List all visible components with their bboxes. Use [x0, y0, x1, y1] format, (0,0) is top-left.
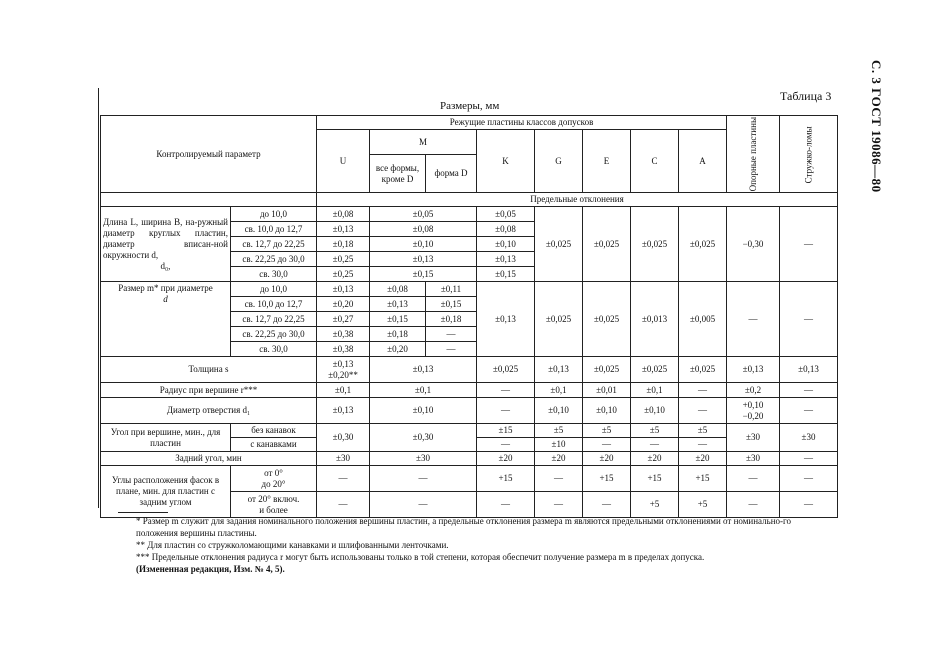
- g2-U: ±0,20: [317, 297, 370, 312]
- amendment-note: (Измененная редакция, Изм. № 4, 5).: [136, 564, 285, 574]
- angle-C2: —: [631, 438, 679, 452]
- angle-U: ±0,30: [317, 424, 370, 452]
- g2-M1: ±0,15: [370, 312, 426, 327]
- g2-label-text: Размер m* при диаметре: [118, 283, 213, 294]
- g2-M2: —: [426, 327, 477, 342]
- chamfer-U2: —: [317, 492, 370, 518]
- chamfer-sub2a: от 20° включ.: [247, 493, 300, 504]
- angle-M: ±0,30: [370, 424, 477, 452]
- thickness-A: ±0,025: [679, 357, 727, 383]
- angle-E2: —: [583, 438, 631, 452]
- angle-G2: ±10: [535, 438, 583, 452]
- thickness-U: [317, 357, 370, 383]
- angle-A1: ±5: [679, 424, 727, 438]
- g1-M: ±0,15: [370, 267, 477, 282]
- g1-label-text2: d₀,: [160, 260, 171, 271]
- radius-chip: —: [780, 383, 838, 398]
- col-K: K: [477, 130, 535, 193]
- g2-support: —: [727, 282, 780, 357]
- chamfer-G1: —: [535, 466, 583, 492]
- g1-U: ±0,18: [317, 237, 370, 252]
- back-C: ±20: [631, 452, 679, 466]
- g2-U: ±0,13: [317, 282, 370, 297]
- g2-range: св. 30,0: [231, 342, 317, 357]
- g2-M2: ±0,15: [426, 297, 477, 312]
- g1-label: [101, 207, 231, 282]
- chamfer-K2: —: [477, 492, 535, 518]
- radius-support: ±0,2: [727, 383, 780, 398]
- g1-E: ±0,025: [583, 207, 631, 282]
- g1-U: ±0,08: [317, 207, 370, 222]
- chamfer-sub2b: и более: [259, 504, 288, 515]
- chamfer-E2: —: [583, 492, 631, 518]
- radius-C: ±0,1: [631, 383, 679, 398]
- g2-C: ±0,013: [631, 282, 679, 357]
- footnote-rule: [118, 512, 168, 513]
- margin-rule: [98, 88, 99, 508]
- hole-support2: −0,20: [742, 410, 764, 421]
- thickness-chip: ±0,13: [780, 357, 838, 383]
- chamfer-support2: —: [727, 492, 780, 518]
- g1-range: св. 30,0: [231, 267, 317, 282]
- g2-E: ±0,025: [583, 282, 631, 357]
- angle-A2: —: [679, 438, 727, 452]
- chamfer-E1: +15: [583, 466, 631, 492]
- col-G: G: [535, 130, 583, 193]
- back-A: ±20: [679, 452, 727, 466]
- g1-range: св. 10,0 до 12,7: [231, 222, 317, 237]
- g1-support: −0,30: [727, 207, 780, 282]
- g1-U: ±0,25: [317, 267, 370, 282]
- cutting-header: Режущие пластины классов допусков: [317, 116, 727, 130]
- g1-chip: —: [780, 207, 838, 282]
- chamfer-chip1: —: [780, 466, 838, 492]
- chamfer-support1: —: [727, 466, 780, 492]
- g1-K: ±0,08: [477, 222, 535, 237]
- chamfer-sub2: [231, 492, 317, 518]
- thickness-C: ±0,025: [631, 357, 679, 383]
- col-E: E: [583, 130, 631, 193]
- limit-dev-header: Предельные отклонения: [317, 193, 838, 207]
- page-side-header: С. 3 ГОСТ 19086—80: [869, 60, 884, 193]
- g1-K: ±0,05: [477, 207, 535, 222]
- hole-G: ±0,10: [535, 398, 583, 424]
- chamfer-sub1: [231, 466, 317, 492]
- table-title: Таблица 3: [780, 89, 832, 103]
- hole-M: ±0,10: [370, 398, 477, 424]
- back-U: ±30: [317, 452, 370, 466]
- col-A: A: [679, 130, 727, 193]
- g1-M: ±0,05: [370, 207, 477, 222]
- col-U: U: [317, 130, 370, 193]
- back-G: ±20: [535, 452, 583, 466]
- radius-E: ±0,01: [583, 383, 631, 398]
- radius-U: ±0,1: [317, 383, 370, 398]
- chip-header: Стружко-ломы: [780, 116, 838, 193]
- hole-U: ±0,13: [317, 398, 370, 424]
- g2-M2: ±0,11: [426, 282, 477, 297]
- hole-E: ±0,10: [583, 398, 631, 424]
- g2-range: св. 12,7 до 22,25: [231, 312, 317, 327]
- g1-range: до 10,0: [231, 207, 317, 222]
- g2-K: ±0,13: [477, 282, 535, 357]
- hole-support1: +0,10: [742, 399, 764, 410]
- chamfer-M1: —: [370, 466, 477, 492]
- thickness-label: Толщина s: [101, 357, 317, 383]
- hole-C: ±0,10: [631, 398, 679, 424]
- col-C: C: [631, 130, 679, 193]
- g2-M2: ±0,18: [426, 312, 477, 327]
- hole-A: —: [679, 398, 727, 424]
- radius-A: —: [679, 383, 727, 398]
- radius-M: ±0,1: [370, 383, 477, 398]
- g1-U: ±0,25: [317, 252, 370, 267]
- radius-label: Радиус при вершине r***: [101, 383, 317, 398]
- g1-U: ±0,13: [317, 222, 370, 237]
- g1-G: ±0,025: [535, 207, 583, 282]
- back-support: ±30: [727, 452, 780, 466]
- chamfer-sub1b: до 20°: [261, 478, 286, 489]
- g2-U: ±0,27: [317, 312, 370, 327]
- chamfer-M2: —: [370, 492, 477, 518]
- chamfer-A1: +15: [679, 466, 727, 492]
- g1-M: ±0,08: [370, 222, 477, 237]
- angle-label: Угол при вершине, мин., для пластин: [101, 424, 231, 452]
- tolerance-table: [100, 115, 838, 518]
- col-M: M: [370, 130, 477, 155]
- hole-K: —: [477, 398, 535, 424]
- g2-M1: ±0,13: [370, 297, 426, 312]
- g1-K: ±0,15: [477, 267, 535, 282]
- back-K: ±20: [477, 452, 535, 466]
- chamfer-U1: —: [317, 466, 370, 492]
- chamfer-C1: +15: [631, 466, 679, 492]
- g1-M: ±0,10: [370, 237, 477, 252]
- chamfer-sub1a: от 0°: [264, 467, 283, 478]
- col-M-D: форма D: [426, 155, 477, 193]
- support-header: Опорные пластины: [727, 116, 780, 193]
- g2-range: св. 22,25 до 30,0: [231, 327, 317, 342]
- angle-G1: ±5: [535, 424, 583, 438]
- chamfer-C2: +5: [631, 492, 679, 518]
- units-caption: Размеры, мм: [440, 100, 500, 112]
- g2-M1: ±0,20: [370, 342, 426, 357]
- g1-label-text: Длина L, ширина B, на-ружный диаметр круглых пластин, диаметр вписан-ной окружности d,: [103, 216, 228, 260]
- g1-K: ±0,13: [477, 252, 535, 267]
- g2-M2: —: [426, 342, 477, 357]
- g1-range: св. 22,25 до 30,0: [231, 252, 317, 267]
- angle-support: ±30: [727, 424, 780, 452]
- chamfer-label: Углы расположения фасок в плане, мин. для пластин с задним углом: [101, 466, 231, 518]
- back-chip: —: [780, 452, 838, 466]
- thickness-U1: ±0,13: [332, 358, 354, 369]
- chamfer-A2: +5: [679, 492, 727, 518]
- angle-chip: ±30: [780, 424, 838, 452]
- g1-range: св. 12,7 до 22,25: [231, 237, 317, 252]
- thickness-G: ±0,13: [535, 357, 583, 383]
- angle-K1: ±15: [477, 424, 535, 438]
- g1-C: ±0,025: [631, 207, 679, 282]
- thickness-support: ±0,13: [727, 357, 780, 383]
- hole-chip: —: [780, 398, 838, 424]
- g2-label-text2: d: [163, 294, 168, 305]
- angle-K2: —: [477, 438, 535, 452]
- chamfer-chip2: —: [780, 492, 838, 518]
- chamfer-G2: —: [535, 492, 583, 518]
- back-label: Задний угол, мин: [101, 452, 317, 466]
- g2-M1: ±0,18: [370, 327, 426, 342]
- back-M: ±30: [370, 452, 477, 466]
- hole-label: Диаметр отверстия d₁: [101, 398, 317, 424]
- blank-cell: [101, 193, 317, 207]
- thickness-E: ±0,025: [583, 357, 631, 383]
- g2-A: ±0,005: [679, 282, 727, 357]
- g2-range: до 10,0: [231, 282, 317, 297]
- g2-G: ±0,025: [535, 282, 583, 357]
- thickness-M: ±0,13: [370, 357, 477, 383]
- g1-A: ±0,025: [679, 207, 727, 282]
- angle-C1: ±5: [631, 424, 679, 438]
- g2-label: [101, 282, 231, 357]
- hole-support: [727, 398, 780, 424]
- back-E: ±20: [583, 452, 631, 466]
- footnotes: [106, 515, 831, 575]
- footnote-2: ** Для пластин со стружколомающими канавками и шлифованными ленточками.: [136, 540, 449, 550]
- angle-E1: ±5: [583, 424, 631, 438]
- chamfer-K1: +15: [477, 466, 535, 492]
- g2-U: ±0,38: [317, 327, 370, 342]
- g2-U: ±0,38: [317, 342, 370, 357]
- g1-K: ±0,10: [477, 237, 535, 252]
- radius-G: ±0,1: [535, 383, 583, 398]
- col-M-all: все формы, кроме D: [370, 155, 426, 193]
- param-header: Контролируемый параметр: [101, 116, 317, 193]
- thickness-K: ±0,025: [477, 357, 535, 383]
- footnote-3: *** Предельные отклонения радиуса r могут быть использованы только в той степени, которая обеспечит получение размера m в пределах допуска.: [136, 552, 705, 562]
- footnote-1: * Размер m служит для задания номинального положения вершины пластин, а предельные отклонения размера m являются предельными отклонениями от номинально-го положения вершины пластины.: [136, 516, 791, 538]
- radius-K: —: [477, 383, 535, 398]
- thickness-U2: ±0,20**: [328, 369, 358, 380]
- g2-range: св. 10,0 до 12,7: [231, 297, 317, 312]
- angle-sub1: без канавок: [231, 424, 317, 438]
- g2-chip: —: [780, 282, 838, 357]
- g1-M: ±0,13: [370, 252, 477, 267]
- angle-sub2: с канавками: [231, 438, 317, 452]
- g2-M1: ±0,08: [370, 282, 426, 297]
